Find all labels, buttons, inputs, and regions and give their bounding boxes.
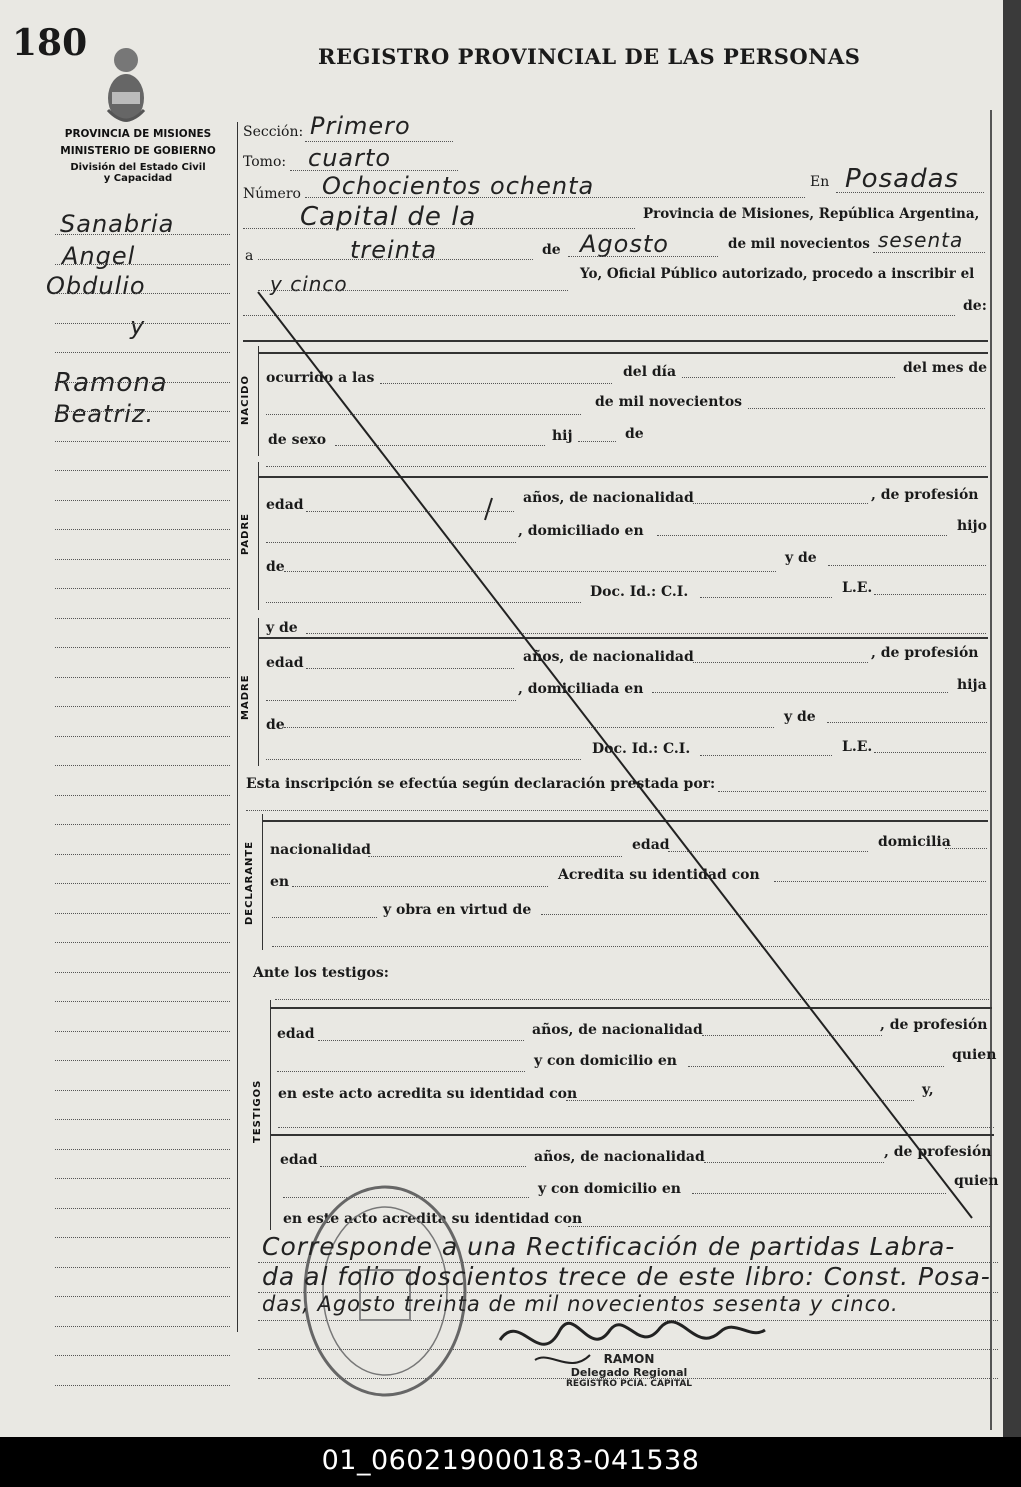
madre-profesion: , de profesión xyxy=(871,645,979,661)
madre-le: L.E. xyxy=(842,739,873,755)
en-value: Posadas xyxy=(845,164,960,194)
testigo1-domicilio: y con domicilio en xyxy=(534,1053,677,1069)
madre-de: de xyxy=(266,717,285,733)
testigos-label: TESTIGOS xyxy=(252,1079,263,1143)
declarante-acredita: Acredita su identidad con xyxy=(558,867,760,883)
padre-le: L.E. xyxy=(842,580,873,596)
day-value: treinta xyxy=(350,236,438,264)
year-value: sesenta xyxy=(878,228,964,252)
testigo1-quien: quien xyxy=(952,1047,997,1063)
de-end: de: xyxy=(963,298,987,314)
testigo2-domicilio: y con domicilio en xyxy=(538,1181,681,1197)
seccion-value: Primero xyxy=(310,112,411,140)
madre-doc: Doc. Id.: C.I. xyxy=(592,741,691,757)
padre-anos-nac: años, de nacionalidad xyxy=(523,490,694,506)
ministry-name: MINISTERIO DE GOBIERNO xyxy=(60,145,216,157)
provincia-text: Provincia de Misiones, República Argentina, xyxy=(643,206,980,222)
scan-edge xyxy=(1003,0,1021,1437)
scan-id-label: 01_060219000183-041538 xyxy=(0,1437,1021,1487)
padre-domiciliado: , domiciliado en xyxy=(518,523,644,539)
padre-hijo: hijo xyxy=(957,518,987,534)
margin-name-1: Angel xyxy=(62,242,136,270)
declarante-obra: y obra en virtud de xyxy=(383,902,532,918)
testigo1-edad: edad xyxy=(277,1026,315,1042)
margin-name-4: Beatriz. xyxy=(54,400,155,428)
declarante-edad: edad xyxy=(632,837,670,853)
hij-text: hij xyxy=(552,428,573,444)
margin-name-3: Ramona xyxy=(54,368,168,398)
declarante-nacionalidad: nacionalidad xyxy=(270,842,371,858)
testigo2-edad: edad xyxy=(280,1152,318,1168)
province-name: PROVINCIA DE MISIONES xyxy=(64,128,212,140)
numero-label: Número xyxy=(243,186,301,202)
ocurrido-text: ocurrido a las xyxy=(266,370,375,386)
year-value-2: y cinco xyxy=(270,272,348,296)
madre-y-de-top: y de xyxy=(266,620,298,636)
stamp-line-2: Delegado Regional xyxy=(570,1366,688,1379)
place-value: Capital de la xyxy=(300,202,477,232)
page-title: REGISTRO PROVINCIAL DE LAS PERSONAS xyxy=(318,44,861,69)
annotation-line-2: da al folio doscientos trece de este libro: Const. Posa- xyxy=(262,1262,991,1291)
testigos-text: Ante los testigos: xyxy=(253,965,389,981)
de-label: de xyxy=(542,242,561,258)
declaracion-text: Esta inscripción se efectúa según declaración prestada por: xyxy=(246,776,716,792)
declarante-en: en xyxy=(270,874,290,890)
madre-hija: hija xyxy=(957,677,987,693)
madre-anos-nac: años, de nacionalidad xyxy=(523,649,694,665)
nacido-de-text: de xyxy=(625,426,644,442)
tomo-value: cuarto xyxy=(308,144,392,172)
mil-nov-text: de mil novecientos xyxy=(595,394,743,410)
tomo-label: Tomo: xyxy=(243,154,287,170)
madre-label: MADRE xyxy=(240,674,251,720)
sexo-text: de sexo xyxy=(268,432,327,448)
page-number: 180 xyxy=(12,22,88,64)
madre-domiciliada: , domiciliada en xyxy=(518,681,644,697)
en-label: En xyxy=(810,174,830,190)
margin-conjunction: y xyxy=(130,312,146,340)
seccion-label: Sección: xyxy=(243,124,304,140)
oficial-text: Yo, Oficial Público autorizado, procedo a inscribir el xyxy=(580,266,975,282)
numero-value: Ochocientos ochenta xyxy=(322,172,595,200)
stamp-line-1: RAMON xyxy=(603,1352,655,1366)
declarante-domicilia: domicilia xyxy=(878,834,951,850)
padre-de: de xyxy=(266,559,285,575)
stamp-line-3: REGISTRO PCIA. CAPITAL xyxy=(566,1379,693,1389)
testigo1-anos-nac: años, de nacionalidad xyxy=(532,1022,703,1038)
testigo1-y: y, xyxy=(922,1082,934,1098)
year-text: de mil novecientos xyxy=(728,236,870,252)
a-label: a xyxy=(245,248,254,264)
annotation-line-3: das, Agosto treinta de mil novecientos sesenta y cinco. xyxy=(262,1292,899,1316)
testigo1-profesion: , de profesión xyxy=(880,1017,988,1033)
nacido-label: NACIDO xyxy=(240,375,251,425)
del-mes-text: del mes de xyxy=(903,360,988,376)
testigo2-quien: quien xyxy=(954,1173,999,1189)
margin-surname: Sanabria xyxy=(60,210,175,238)
testigo2-profesion: , de profesión xyxy=(884,1144,992,1160)
testigo2-anos-nac: años, de nacionalidad xyxy=(534,1149,705,1165)
declarante-label: DECLARANTE xyxy=(244,840,255,925)
annotation-line-1: Corresponde a una Rectificación de partidas Labra- xyxy=(262,1232,956,1261)
padre-edad: edad xyxy=(266,497,304,513)
padre-y-de: y de xyxy=(785,550,817,566)
padre-profesion: , de profesión xyxy=(871,487,979,503)
margin-name-2: Obdulio xyxy=(46,272,146,300)
padre-doc: Doc. Id.: C.I. xyxy=(590,584,689,600)
division-line-1: División del Estado Civil xyxy=(70,162,206,173)
del-dia-text: del día xyxy=(623,364,677,380)
testigo2-acredita: en este acto acredita su identidad con xyxy=(283,1211,583,1227)
division-line-2: y Capacidad xyxy=(103,173,173,184)
madre-edad: edad xyxy=(266,655,304,671)
testigo1-acredita: en este acto acredita su identidad con xyxy=(278,1086,578,1102)
month-value: Agosto xyxy=(580,230,669,258)
padre-label: PADRE xyxy=(240,513,251,555)
madre-y-de: y de xyxy=(784,709,816,725)
